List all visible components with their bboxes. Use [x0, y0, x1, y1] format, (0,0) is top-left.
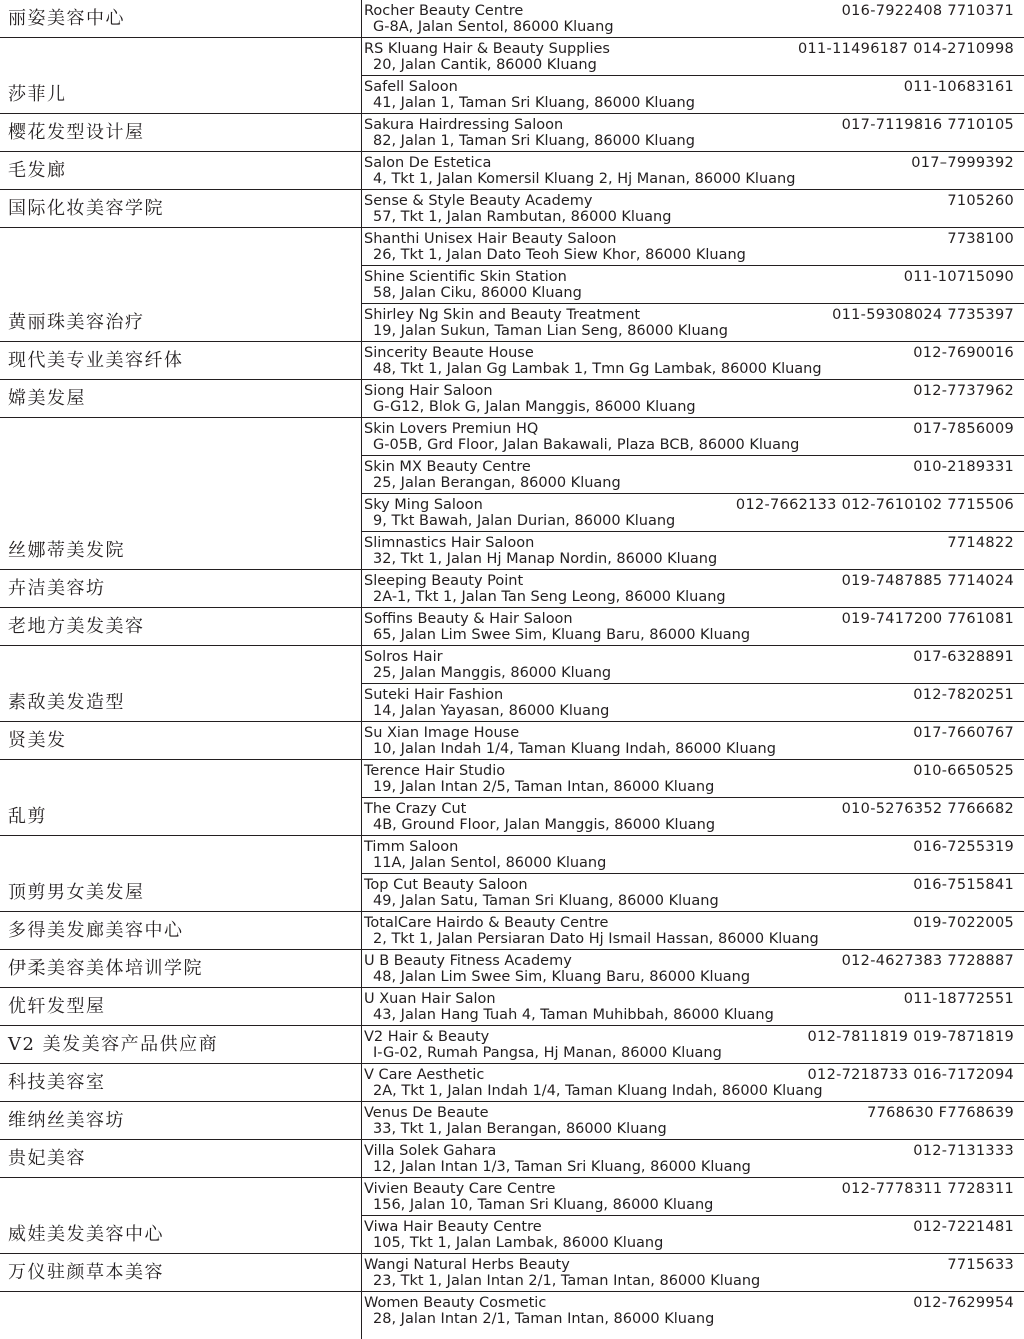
phone-numbers: 011-10715090 [903, 269, 1014, 285]
listing-row [0, 304, 1024, 342]
phone-numbers: 7768630 F7768639 [867, 1105, 1014, 1121]
phone-numbers: 017–7999392 [911, 155, 1014, 171]
business-name: Timm Saloon [364, 839, 459, 855]
phone-numbers: 016-7515841 [913, 877, 1014, 893]
phone-numbers: 010-5276352 7766682 [841, 801, 1014, 817]
listing-row [0, 380, 1024, 418]
phone-numbers: 7715633 [947, 1257, 1014, 1273]
chinese-name: 毛发廊 [8, 160, 67, 181]
listing-row [0, 988, 1024, 1026]
business-address: 2A, Tkt 1, Jalan Indah 1/4, Taman Kluang Indah, 86000 Kluang [373, 1083, 823, 1099]
chinese-name: 贤美发 [8, 730, 67, 751]
business-address: 49, Jalan Satu, Taman Sri Kluang, 86000 Kluang [373, 893, 719, 909]
business-address: 32, Tkt 1, Jalan Hj Manap Nordin, 86000 Kluang [373, 551, 718, 567]
phone-numbers: 012-7629954 [913, 1295, 1014, 1311]
business-name: Siong Hair Saloon [364, 383, 493, 399]
phone-numbers: 019-7487885 7714024 [841, 573, 1014, 589]
business-name: U B Beauty Fitness Academy [364, 953, 572, 969]
business-name: Soffins Beauty & Hair Saloon [364, 611, 573, 627]
listing-row [0, 0, 1024, 38]
business-name: Viwa Hair Beauty Centre [364, 1219, 542, 1235]
business-address: G-G12, Blok G, Jalan Manggis, 86000 Kluang [373, 399, 696, 415]
business-name: Terence Hair Studio [364, 763, 506, 779]
phone-numbers: 019-7417200 7761081 [841, 611, 1014, 627]
business-name: Shine Scientific Skin Station [364, 269, 567, 285]
phone-numbers: 7714822 [947, 535, 1014, 551]
business-name: U Xuan Hair Salon [364, 991, 496, 1007]
business-name: Sakura Hairdressing Saloon [364, 117, 564, 133]
phone-numbers: 011-59308024 7735397 [832, 307, 1014, 323]
phone-numbers: 012-7218733 016-7172094 [807, 1067, 1014, 1083]
phone-numbers: 7738100 [947, 231, 1014, 247]
business-address: 12, Jalan Intan 1/3, Taman Sri Kluang, 86000 Kluang [373, 1159, 751, 1175]
business-address: 25, Jalan Berangan, 86000 Kluang [373, 475, 621, 491]
chinese-name: 威娃美发美容中心 [8, 1224, 164, 1245]
business-name: Safell Saloon [364, 79, 458, 95]
listing-row [0, 874, 1024, 912]
chinese-name: 丽姿美容中心 [8, 8, 125, 29]
business-address: 19, Jalan Sukun, Taman Lian Seng, 86000 Kluang [373, 323, 728, 339]
business-address: 20, Jalan Cantik, 86000 Kluang [373, 57, 597, 73]
listing-row [0, 418, 1024, 456]
business-address: G-8A, Jalan Sentol, 86000 Kluang [373, 19, 614, 35]
listing-row [0, 1064, 1024, 1102]
business-name: Sky Ming Saloon [364, 497, 483, 513]
listing-row [0, 456, 1024, 494]
business-name: Sincerity Beaute House [364, 345, 534, 361]
chinese-name: 丝娜蒂美发院 [8, 540, 125, 561]
business-address: 4B, Ground Floor, Jalan Manggis, 86000 Kluang [373, 817, 716, 833]
chinese-name: 卉洁美容坊 [8, 578, 106, 599]
phone-numbers: 012-7737962 [913, 383, 1014, 399]
chinese-name: 伊柔美容美体培训学院 [8, 958, 203, 979]
listing-row [0, 494, 1024, 532]
business-address: G-05B, Grd Floor, Jalan Bakawali, Plaza BCB, 86000 Kluang [373, 437, 800, 453]
phone-numbers: 010-2189331 [913, 459, 1014, 475]
business-name: Su Xian Image House [364, 725, 520, 741]
phone-numbers: 012-7778311 7728311 [841, 1181, 1014, 1197]
listing-row [0, 1102, 1024, 1140]
listing-row [0, 532, 1024, 570]
business-address: 105, Tkt 1, Jalan Lambak, 86000 Kluang [373, 1235, 664, 1251]
chinese-name: 万仪驻颜草本美容 [8, 1262, 164, 1283]
phone-numbers: 011-11496187 014-2710998 [797, 41, 1014, 57]
business-name: Skin MX Beauty Centre [364, 459, 531, 475]
business-name: V Care Aesthetic [364, 1067, 485, 1083]
listing-row [0, 114, 1024, 152]
chinese-name: 乱剪 [8, 806, 47, 827]
business-name: Rocher Beauty Centre [364, 3, 524, 19]
business-address: 26, Tkt 1, Jalan Dato Teoh Siew Khor, 86000 Kluang [373, 247, 746, 263]
business-name: Shanthi Unisex Hair Beauty Saloon [364, 231, 617, 247]
phone-numbers: 012-7811819 019-7871819 [807, 1029, 1014, 1045]
business-address: 41, Jalan 1, Taman Sri Kluang, 86000 Kluang [373, 95, 695, 111]
business-address: 48, Jalan Lim Swee Sim, Kluang Baru, 86000 Kluang [373, 969, 751, 985]
listing-row [0, 342, 1024, 380]
chinese-name: 贵妃美容 [8, 1148, 86, 1169]
business-address: 28, Jalan Intan 2/1, Taman Intan, 86000 Kluang [373, 1311, 715, 1327]
listing-row [0, 1292, 1024, 1330]
chinese-name: 莎菲儿 [8, 84, 67, 105]
business-name: Skin Lovers Premiun HQ [364, 421, 539, 437]
listing-row [0, 1216, 1024, 1254]
listing-row [0, 836, 1024, 874]
business-name: V2 Hair & Beauty [364, 1029, 490, 1045]
listing-row [0, 608, 1024, 646]
business-name: Vivien Beauty Care Centre [364, 1181, 556, 1197]
chinese-name: 嫦美发屋 [8, 388, 86, 409]
listing-row [0, 912, 1024, 950]
listing-row [0, 190, 1024, 228]
business-name: Slimnastics Hair Saloon [364, 535, 535, 551]
phone-numbers: 017-7119816 7710105 [841, 117, 1014, 133]
phone-numbers: 012-7221481 [913, 1219, 1014, 1235]
listing-row [0, 1178, 1024, 1216]
business-name: TotalCare Hairdo & Beauty Centre [364, 915, 609, 931]
phone-numbers: 011-10683161 [903, 79, 1014, 95]
business-name: The Crazy Cut [364, 801, 467, 817]
business-address: 2A-1, Tkt 1, Jalan Tan Seng Leong, 86000 Kluang [373, 589, 726, 605]
phone-numbers: 012-4627383 7728887 [841, 953, 1014, 969]
listing-row [0, 266, 1024, 304]
chinese-name: 优轩发型屋 [8, 996, 106, 1017]
business-address: 9, Tkt Bawah, Jalan Durian, 86000 Kluang [373, 513, 676, 529]
business-address: 43, Jalan Hang Tuah 4, Taman Muhibbah, 86000 Kluang [373, 1007, 774, 1023]
listing-row [0, 76, 1024, 114]
listing-row [0, 570, 1024, 608]
phone-numbers: 017-7660767 [913, 725, 1014, 741]
business-address: 58, Jalan Ciku, 86000 Kluang [373, 285, 582, 301]
phone-numbers: 012-7820251 [913, 687, 1014, 703]
phone-numbers: 016-7922408 7710371 [841, 3, 1014, 19]
business-name: Women Beauty Cosmetic [364, 1295, 547, 1311]
phone-numbers: 012-7690016 [913, 345, 1014, 361]
phone-numbers: 012-7662133 012-7610102 7715506 [735, 497, 1014, 513]
listing-row [0, 722, 1024, 760]
listing-row [0, 228, 1024, 266]
business-address: 65, Jalan Lim Swee Sim, Kluang Baru, 86000 Kluang [373, 627, 751, 643]
chinese-name: 维纳丝美容坊 [8, 1110, 125, 1131]
listing-row [0, 38, 1024, 76]
business-name: Shirley Ng Skin and Beauty Treatment [364, 307, 641, 323]
chinese-name: 樱花发型设计屋 [8, 122, 145, 143]
business-name: Villa Solek Gahara [364, 1143, 497, 1159]
business-name: Top Cut Beauty Saloon [364, 877, 528, 893]
chinese-name: 素敌美发造型 [8, 692, 125, 713]
business-address: 57, Tkt 1, Jalan Rambutan, 86000 Kluang [373, 209, 672, 225]
business-address: 10, Jalan Indah 1/4, Taman Kluang Indah, 86000 Kluang [373, 741, 776, 757]
listing-row [0, 760, 1024, 798]
phone-numbers: 016-7255319 [913, 839, 1014, 855]
business-name: Sleeping Beauty Point [364, 573, 524, 589]
business-address: I-G-02, Rumah Pangsa, Hj Manan, 86000 Kluang [373, 1045, 722, 1061]
business-address: 2, Tkt 1, Jalan Persiaran Dato Hj Ismail Hassan, 86000 Kluang [373, 931, 819, 947]
phone-numbers: 017-6328891 [913, 649, 1014, 665]
phone-numbers: 010-6650525 [913, 763, 1014, 779]
listing-row [0, 684, 1024, 722]
chinese-name: 顶剪男女美发屋 [8, 882, 145, 903]
chinese-name: 国际化妆美容学院 [8, 198, 164, 219]
listing-row [0, 950, 1024, 988]
business-name: Venus De Beaute [364, 1105, 489, 1121]
chinese-name: 老地方美发美容 [8, 616, 145, 637]
chinese-name: 科技美容室 [8, 1072, 106, 1093]
listing-row [0, 1026, 1024, 1064]
listing-row [0, 646, 1024, 684]
phone-numbers: 017-7856009 [913, 421, 1014, 437]
listing-row [0, 798, 1024, 836]
chinese-name: 现代美专业美容纤体 [8, 350, 184, 371]
business-address: 19, Jalan Intan 2/5, Taman Intan, 86000 Kluang [373, 779, 715, 795]
business-address: 11A, Jalan Sentol, 86000 Kluang [373, 855, 607, 871]
listing-row [0, 1254, 1024, 1292]
business-name: Suteki Hair Fashion [364, 687, 504, 703]
business-address: 14, Jalan Yayasan, 86000 Kluang [373, 703, 610, 719]
business-address: 23, Tkt 1, Jalan Intan 2/1, Taman Intan, 86000 Kluang [373, 1273, 761, 1289]
listing-row [0, 152, 1024, 190]
business-address: 25, Jalan Manggis, 86000 Kluang [373, 665, 612, 681]
phone-numbers: 7105260 [947, 193, 1014, 209]
listing-row [0, 1140, 1024, 1178]
phone-numbers: 019-7022005 [913, 915, 1014, 931]
business-name: Salon De Estetica [364, 155, 492, 171]
business-address: 82, Jalan 1, Taman Sri Kluang, 86000 Kluang [373, 133, 695, 149]
business-name: RS Kluang Hair & Beauty Supplies [364, 41, 610, 57]
chinese-name: 多得美发廊美容中心 [8, 920, 184, 941]
phone-numbers: 011-18772551 [903, 991, 1014, 1007]
business-address: 33, Tkt 1, Jalan Berangan, 86000 Kluang [373, 1121, 667, 1137]
business-name: Sense & Style Beauty Academy [364, 193, 593, 209]
business-name: Wangi Natural Herbs Beauty [364, 1257, 570, 1273]
chinese-name: V2 美发美容产品供应商 [8, 1034, 219, 1055]
phone-numbers: 012-7131333 [913, 1143, 1014, 1159]
business-address: 48, Tkt 1, Jalan Gg Lambak 1, Tmn Gg Lambak, 86000 Kluang [373, 361, 822, 377]
business-address: 156, Jalan 10, Taman Sri Kluang, 86000 Kluang [373, 1197, 714, 1213]
business-address: 4, Tkt 1, Jalan Komersil Kluang 2, Hj Manan, 86000 Kluang [373, 171, 796, 187]
chinese-name: 黄丽珠美容治疗 [8, 312, 145, 333]
business-name: Solros Hair [364, 649, 443, 665]
